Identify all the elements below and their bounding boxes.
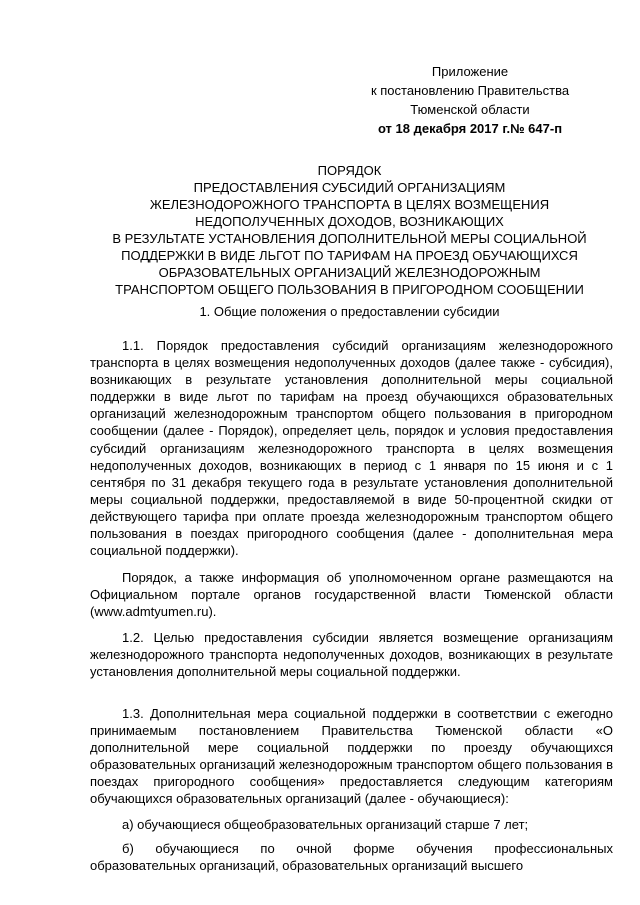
list-item-a: а) обучающиеся общеобразовательных организаций старше 7 лет; — [122, 817, 529, 832]
annex-region: Тюменской области — [410, 102, 530, 117]
title-line: ТРАНСПОРТОМ ОБЩЕГО ПОЛЬЗОВАНИЯ В ПРИГОРОДНОМ СООБЩЕНИИ — [115, 282, 584, 297]
title-line: НЕДОПОЛУЧЕННЫХ ДОХОДОВ, ВОЗНИКАЮЩИХ — [195, 214, 504, 229]
title-line: ОБРАЗОВАТЕЛЬНЫХ ОРГАНИЗАЦИЙ ЖЕЛЕЗНОДОРОЖНЫМ — [158, 265, 541, 280]
document-title — [82, 162, 617, 298]
paragraph-1-3: 1.3. Дополнительная мера социальной поддержки в соответствии с ежегодно принимаемым постановлением Правительства Тюменской области «О дополнительной мере социальной поддержки по проезду обучающихся образовательных организаций железнодорожным транспортом общего пользования в поездах пригородного сообщения» предоставляется следующим категориям обучающихся образовательных организаций (далее - обучающиеся): — [90, 706, 613, 807]
title-heading: ПОРЯДОК — [317, 163, 382, 178]
paragraph-portal: Порядок, а также информация об уполномоченном органе размещаются на Официальном портале органов государственной власти Тюменской области (www.admtyumen.ru). — [90, 570, 613, 620]
section-heading: 1. Общие положения о предоставлении субсидии — [199, 304, 500, 319]
paragraph-1-1: 1.1. Порядок предоставления субсидий организациям железнодорожного транспорта в целях возмещения недополученных доходов (далее также - субсидия), возникающих в результате установления дополнительной меры социальной поддержки в виде льгот по тарифам на проезд обучающихся образовательных организаций железнодорожным транспортом общего пользования в пригородном сообщении (далее - Порядок), определяет цель, порядок и условия предоставления субсидий организациям железнодорожного транспорта в целях возмещения недополученных доходов, возникающих в период с 1 января по 15 июня и с 1 сентября по 31 декабря текущего года в результате установления дополнительной меры социальной поддержки, предоставляемой в виде 50-процентной скидки от действующего тарифа при оплате проезда железнодорожным транспортом общего пользования в поездах пригородного сообщения (далее - дополнительная мера социальной поддержки). — [90, 338, 613, 559]
title-line: ПРЕДОСТАВЛЕНИЯ СУБСИДИЙ ОРГАНИЗАЦИЯМ — [193, 180, 506, 195]
annex-label: Приложение — [431, 64, 509, 79]
title-line: В РЕЗУЛЬТАТЕ УСТАНОВЛЕНИЯ ДОПОЛНИТЕЛЬНОЙ МЕРЫ СОЦИАЛЬНОЙ — [112, 231, 587, 246]
title-line: ЖЕЛЕЗНОДОРОЖНОГО ТРАНСПОРТА В ЦЕЛЯХ ВОЗМЕЩЕНИЯ — [149, 197, 550, 212]
paragraph-1-2: 1.2. Целью предоставления субсидии является возмещение организациям железнодорожного транспорта недополученных доходов, возникающих в результате установления дополнительной меры социальной поддержки. — [90, 630, 613, 680]
annex-block — [330, 62, 610, 138]
list-item-b: б) обучающиеся по очной форме обучения профессиональных образовательных организаций, образовательных организаций высшего — [90, 841, 613, 874]
annex-date-number: от 18 декабря 2017 г.№ 647-п — [377, 121, 563, 136]
annex-reference: к постановлению Правительства — [370, 83, 570, 98]
title-line: ПОДДЕРЖКИ В ВИДЕ ЛЬГОТ ПО ТАРИФАМ НА ПРОЕЗД ОБУЧАЮЩИХСЯ — [121, 248, 578, 263]
